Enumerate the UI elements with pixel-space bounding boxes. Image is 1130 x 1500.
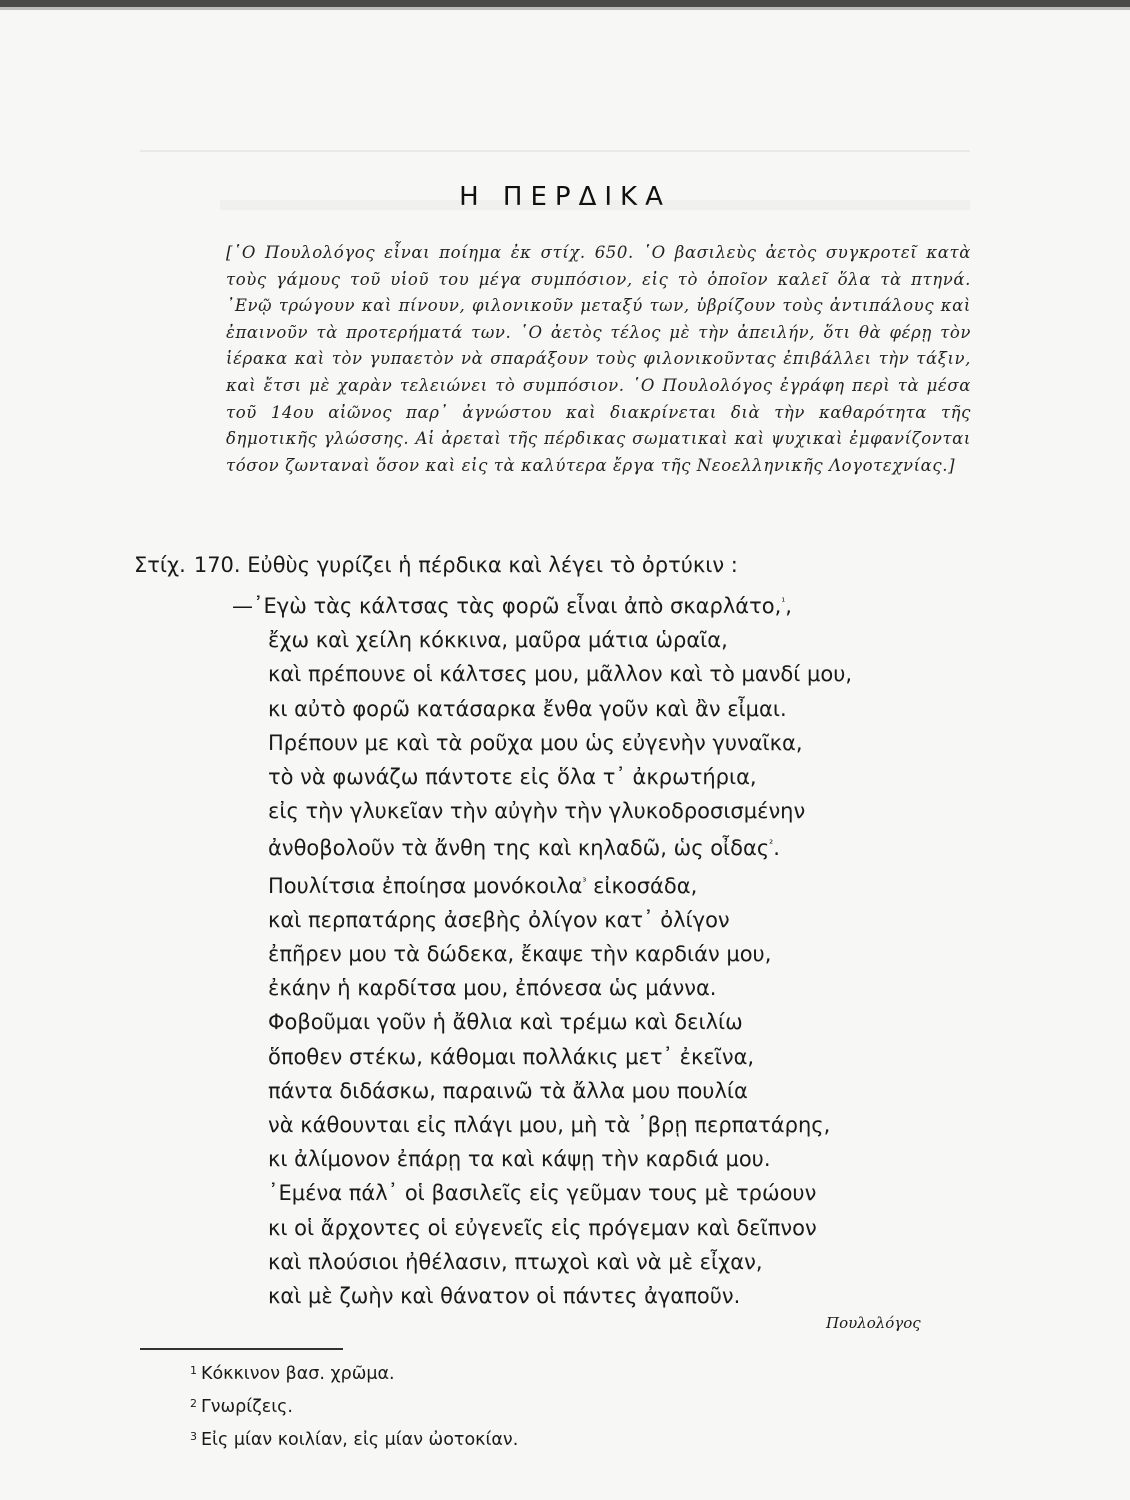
author-attribution: Πουλολόγος [826, 1314, 921, 1332]
verse-line-tail: . [773, 836, 780, 861]
footnote-mark: 1 [190, 1364, 197, 1377]
verse-line [232, 866, 992, 903]
verse-line-text: τὸ νὰ φωνάζω πάντοτε εἰς ὅλα τ᾿ ἀκρωτήρια, [268, 765, 757, 790]
verse-line-text: καὶ μὲ ζωὴν καὶ θάνατον οἱ πάντες ἀγαποῦν. [268, 1284, 741, 1309]
verse-line [232, 1142, 992, 1176]
verse-line-text: ὅποθεν στέκω, κάθομαι πολλάκις μετ᾿ ἐκεῖνα, [268, 1044, 755, 1069]
verse-line-text: νὰ κάθουνται εἰς πλάγι μου, μὴ τὰ ᾿βρῃ περπατάρης, [268, 1113, 831, 1138]
verse-line [232, 1108, 992, 1142]
verse-number: 170. [193, 553, 241, 577]
verse-line [232, 1176, 992, 1210]
verse-line-text: ᾿Εμένα πάλ᾿ οἱ βασιλεῖς εἰς γεῦμαν τους μὲ τρώουν [268, 1181, 817, 1206]
verse-line [232, 1074, 992, 1108]
verse-line [232, 1005, 992, 1039]
footnotes [190, 1356, 518, 1455]
verse-line [232, 586, 992, 623]
verse-line [232, 794, 992, 828]
verse-line-text: κι αὐτὸ φορῶ κατάσαρκα ἔνθα γοῦν καὶ ἂν εἶμαι. [268, 696, 787, 721]
verse-line-text: πάντα διδάσκω, παραινῶ τὰ ἄλλα μου πουλία [268, 1078, 748, 1103]
verse-line-text: Εὐθὺς γυρίζει ἡ πέρδικα καὶ λέγει τὸ ὀρτύκιν : [247, 553, 738, 577]
verse-line-text: κι οἱ ἄρχοντες οἱ εὐγενεῖς εἰς πρόγεμαν καὶ δεῖπνον [268, 1215, 817, 1240]
footnote-reference: ¹ [781, 597, 786, 608]
footnote-text: Γνωρίζεις. [201, 1397, 293, 1417]
verse-body [232, 586, 992, 1313]
verse-line [232, 971, 992, 1005]
verse-line [232, 726, 992, 760]
verse-line-text: ἐκάην ἡ καρδίτσα μου, ἐπόνεσα ὡς μάννα. [268, 976, 717, 1001]
verse-line [232, 1245, 992, 1279]
footnote [190, 1422, 518, 1455]
verse-line-text: ἔχω καὶ χείλη κόκκινα, μαῦρα μάτια ὡραῖα, [268, 628, 728, 653]
footnote-mark: 3 [190, 1430, 197, 1443]
verse-line-text: καὶ περπατάρης ἀσεβὴς ὀλίγον κατ᾿ ὀλίγον [268, 907, 730, 932]
verse-line-text: καὶ πλούσιοι ἠθέλασιν, πτωχοὶ καὶ νὰ μὲ εἶχαν, [268, 1249, 763, 1274]
verse-line-text: ἀνθοβολοῦν τὰ ἄνθη της καὶ κηλαδῶ, ὡς οἶδας [268, 836, 770, 861]
poem-title: Η ΠΕΡΔΙΚΑ [459, 182, 671, 212]
verse-line-text: καὶ πρέπουνε οἱ κάλτσες μου, μᾶλλον καὶ τὸ μανδί μου, [268, 662, 853, 687]
verse-line [232, 1040, 992, 1074]
footnote-text: Εἰς μίαν κοιλίαν, εἰς μίαν ὠοτοκίαν. [201, 1430, 519, 1450]
verse-line [232, 1279, 992, 1313]
verse-first-line [134, 548, 738, 582]
verse-line [232, 828, 992, 865]
verse-line [232, 937, 992, 971]
verse-line-text: κι ἀλίμονον ἐπάρῃ τα καὶ κάψῃ τὴν καρδιά μου. [268, 1147, 771, 1172]
verse-line [232, 760, 992, 794]
verse-line-text: Φοβοῦμαι γοῦν ἡ ἄθλια καὶ τρέμω καὶ δειλίω [268, 1010, 743, 1035]
footnote-divider [140, 1348, 343, 1350]
page-top-edge [0, 0, 1130, 7]
footnote-text: Κόκκινον βασ. χρῶμα. [201, 1364, 395, 1384]
verse-line [232, 657, 992, 691]
verse-line-text: Πρέπουν με καὶ τὰ ροῦχα μου ὡς εὐγενὴν γυναῖκα, [268, 730, 803, 755]
footnote-mark: 2 [190, 1397, 197, 1410]
verse-label: Στίχ. [134, 553, 186, 577]
verse-line [232, 692, 992, 726]
verse-line [232, 623, 992, 657]
verse-line-text: ἐπῆρεν μου τὰ δώδεκα, ἔκαψε τὴν καρδιάν μου, [268, 942, 772, 967]
footnote [190, 1356, 518, 1389]
page-top-shadow [0, 7, 1130, 10]
verse-line [232, 903, 992, 937]
bleed-through-rule [140, 150, 970, 152]
footnote-reference: ³ [582, 876, 587, 888]
verse-line-text: —᾿Εγὼ τὰς κάλτσας τὰς φορῶ εἶναι ἀπὸ σκαρλάτο, [232, 594, 782, 618]
intro-paragraph: [῾Ο Πουλολόγος εἶναι ποίημα ἐκ στίχ. 650. ῾Ο βασιλεὺς ἀετὸς συγκροτεῖ κατὰ τοὺς γάμους τοῦ υἱοῦ του μέγα συμπόσιον, εἰς τὸ ὁποῖον καλεῖ ὅλα τὰ πτηνά. ᾿Ενῷ τρώγουν καὶ πίνουν, φιλονικοῦν μεταξύ των, ὑβρίζουν τοὺς ἀντιπάλους καὶ ἐπαινοῦν τὰ προτερήματά των. ῾Ο ἀετὸς τέλος μὲ τὴν ἀπειλήν, ὅτι θὰ φέρῃ τὸν ἱέρακα καὶ τὸν γυπαετὸν νὰ σπαράξουν τοὺς φιλονικοῦντας ἐπιβάλλει τὴν τάξιν, καὶ ἔτσι μὲ χαρὰν τελειώνει τὸ συμπόσιον. ῾Ο Πουλολόγος ἐγράφη περὶ τὰ μέσα τοῦ 14ου αἰῶνος παρ᾿ ἀγνώστου καὶ διακρίνεται διὰ τὴν καθαρότητα τῆς δημοτικῆς γλώσσης. Αἱ ἀρεταὶ τῆς πέρδικας σωματικαὶ καὶ ψυχικαὶ ἐμφανίζονται τόσον ζωνταναὶ ὅσον καὶ εἰς τὰ καλύτερα ἔργα τῆς Νεοελληνικῆς Λογοτεχνίας.] [226, 243, 971, 475]
verse-line [232, 1211, 992, 1245]
verse-line-text: εἰς τὴν γλυκεῖαν τὴν αὐγὴν τὴν γλυκοδροσισμένην [268, 799, 806, 824]
verse-line-text: Πουλίτσια ἐποίησα μονόκοιλα [268, 873, 583, 898]
footnote-reference: ² [769, 839, 774, 851]
verse-line-tail: , [785, 594, 792, 618]
verse-line-tail: εἰκοσάδα, [586, 873, 698, 898]
footnote [190, 1389, 518, 1422]
